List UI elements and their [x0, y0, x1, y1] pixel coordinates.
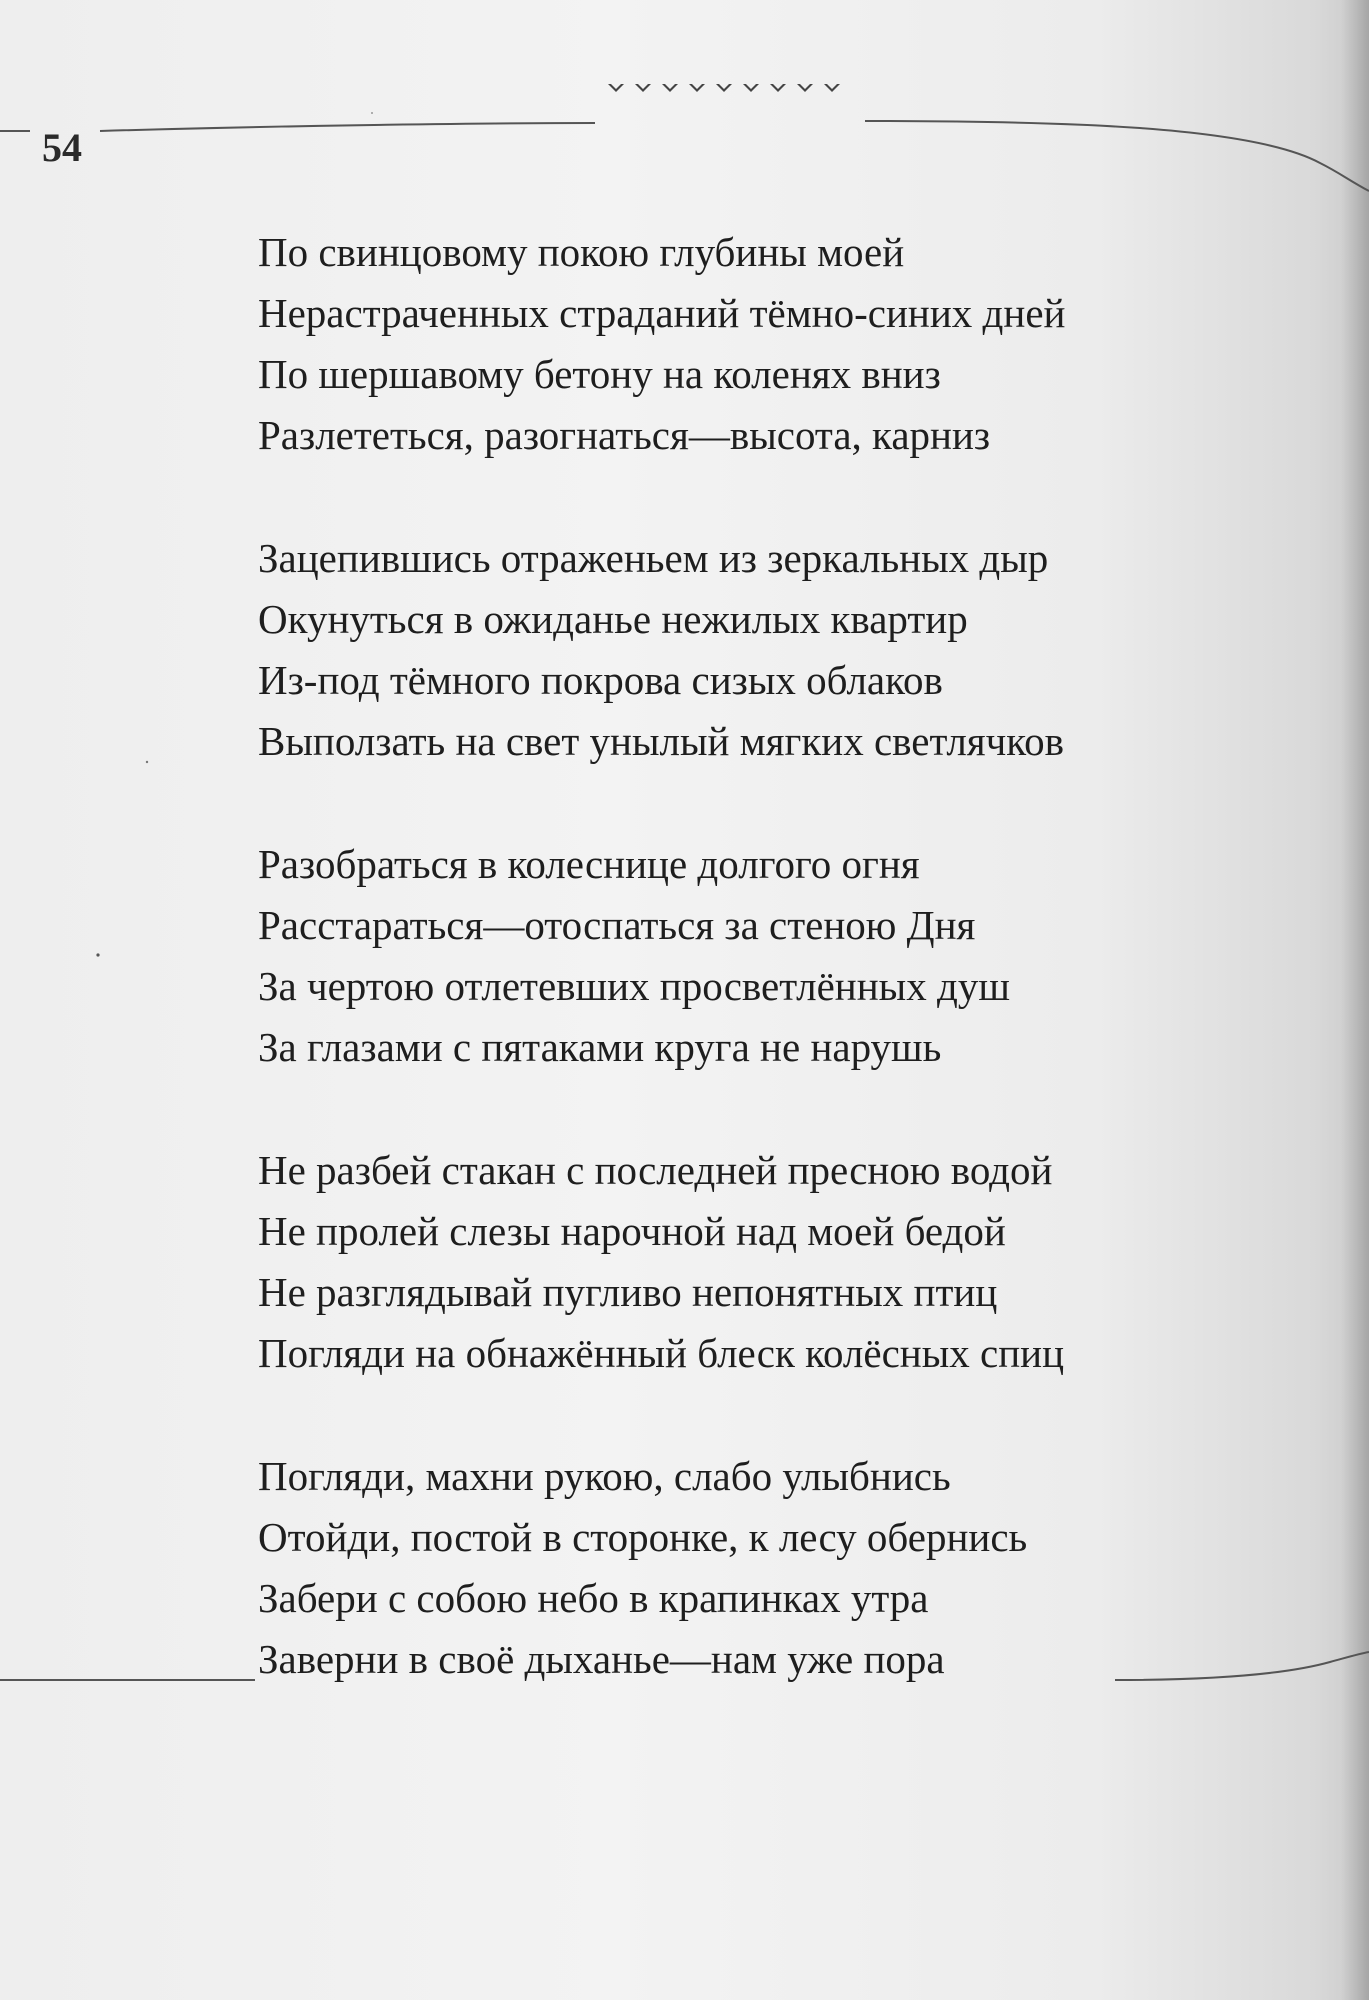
- poem-line: За глазами с пятаками круга не нарушь: [258, 1024, 942, 1070]
- page-number: 54: [42, 125, 82, 170]
- poem-line: По свинцовому покою глубины моей: [258, 229, 905, 275]
- poem-line: Не пролей слезы нарочной над моей бедой: [258, 1208, 1006, 1254]
- poem-line: По шершавому бетону на коленях вниз: [258, 351, 941, 397]
- poem-line: Нерастраченных страданий тёмно-синих дней: [258, 290, 1066, 336]
- poem-line: Погляди на обнажённый блеск колёсных спиц: [258, 1330, 1065, 1376]
- poem-line: Из-под тёмного покрова сизых облаков: [258, 657, 943, 703]
- poem-line: Не разбей стакан с последней пресною водой: [258, 1147, 1053, 1193]
- poem-line: Погляди, махни рукою, слабо улыбнись: [258, 1453, 951, 1499]
- poem-line: Окунуться в ожиданье нежилых квартир: [258, 596, 968, 642]
- poem-line: Расстараться—отоспаться за стеною Дня: [258, 902, 976, 948]
- poem-line: Зацепившись отраженьем из зеркальных дыр: [258, 535, 1049, 581]
- poem-line: Не разглядывай пугливо непонятных птиц: [258, 1269, 998, 1315]
- poem-line: Разлететься, разогнаться—высота, карниз: [258, 412, 991, 458]
- poem-line: Забери с собою небо в крапинках утра: [258, 1575, 929, 1621]
- poem-line: Отойди, постой в сторонке, к лесу обернись: [258, 1514, 1028, 1560]
- poem-line: Выползать на свет унылый мягких светлячков: [258, 718, 1064, 764]
- poem-line: Разобраться в колеснице долгого огня: [258, 841, 920, 887]
- poem-line: Заверни в своё дыханье—нам уже пора: [258, 1636, 945, 1682]
- poem-line: За чертою отлетевших просветлённых душ: [258, 963, 1010, 1009]
